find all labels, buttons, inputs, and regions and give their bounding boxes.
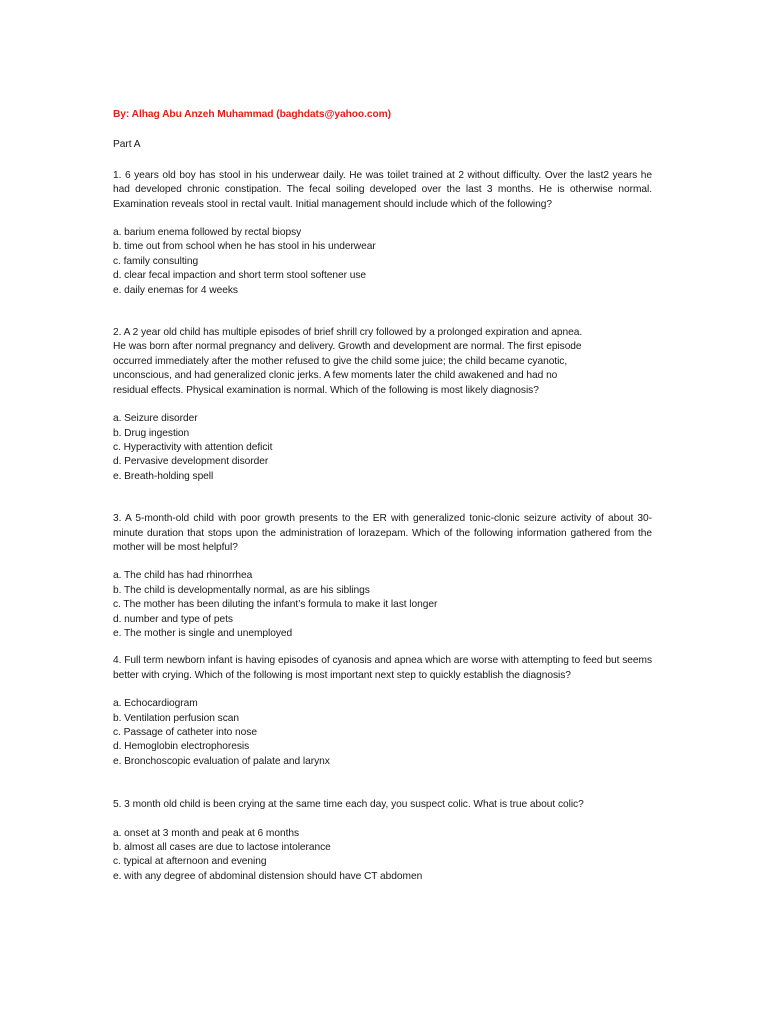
question-3 [113, 512, 652, 641]
answer-option: b. The child is developmentally normal, as are his siblings [113, 584, 370, 596]
answer-option: c. Hyperactivity with attention deficit [113, 441, 273, 453]
answer-option: c. family consulting [113, 255, 199, 267]
section-title: Part A [113, 139, 141, 151]
answer-option: e. daily enemas for 4 weeks [113, 284, 238, 296]
answer-option: b. almost all cases are due to lactose intolerance [113, 842, 331, 854]
answer-options [113, 697, 652, 769]
question-1 [113, 169, 652, 298]
answer-option: a. barium enema followed by rectal biopsy [113, 227, 302, 239]
answer-option: e. The mother is single and unemployed [113, 627, 293, 639]
question-stem: 3. A 5-month-old child with poor growth presents to the ER with generalized tonic-clonic seizure activity of about 30-minute duration that stops upon the administration of lorazepam. Which of the following information gathered from the mother will be most helpful? [113, 513, 652, 553]
answer-options [113, 412, 652, 484]
answer-option: e. Breath-holding spell [113, 470, 214, 482]
answer-option: a. Echocardiogram [113, 698, 198, 710]
question-stem-line: occurred immediately after the mother refused to give the child some juice; the child became cyanotic, [113, 355, 568, 367]
answer-option: b. time out from school when he has stool in his underwear [113, 241, 376, 253]
answer-options [113, 226, 652, 298]
answer-option: a. Seizure disorder [113, 413, 198, 425]
question-stem-line: He was born after normal pregnancy and delivery. Growth and development are normal. The first episode [113, 341, 582, 353]
answer-option: d. number and type of pets [113, 613, 233, 625]
answer-option: e. with any degree of abdominal distension should have CT abdomen [113, 870, 423, 882]
question-stem: 1. 6 years old boy has stool in his underwear daily. He was toilet trained at 2 without difficulty. Over the last2 years he had developed chronic constipation. The fecal soiling developed over the last 3 months. He is otherwise normal. Examination reveals stool in rectal vault. Initial management should include which of the following? [113, 169, 652, 210]
answer-option: c. Passage of catheter into nose [113, 727, 257, 738]
question-stem: 4. Full term newborn infant is having episodes of cyanosis and apnea which are worse with attempting to feed but seems better with crying. Which of the following is most important next step to quickly establish the diagnosis? [113, 655, 652, 681]
answer-option: c. The mother has been diluting the infant’s formula to make it last longer [113, 599, 438, 611]
question-2 [113, 326, 652, 484]
question-4 [113, 654, 652, 769]
question-stem-line: residual effects. Physical examination is normal. Which of the following is most likely diagnosis? [113, 384, 539, 396]
answer-options [113, 569, 652, 641]
answer-option: b. Drug ingestion [113, 427, 190, 439]
author-line: By: Alhag Abu Anzeh Muhammad (baghdats@yahoo.com) [113, 109, 392, 120]
answer-option: b. Ventilation perfusion scan [113, 712, 239, 724]
question-stem: 5. 3 month old child is been crying at the same time each day, you suspect colic. What is true about colic? [113, 799, 584, 811]
answer-option: a. The child has had rhinorrhea [113, 570, 253, 582]
question-stem-line: 2. A 2 year old child has multiple episodes of brief shrill cry followed by a prolonged expiration and apnea. [113, 327, 583, 339]
answer-option: d. Pervasive development disorder [113, 456, 269, 468]
answer-option: a. onset at 3 month and peak at 6 months [113, 827, 300, 839]
answer-option: e. Bronchoscopic evaluation of palate and larynx [113, 755, 330, 767]
answer-option: d. clear fecal impaction and short term stool softener use [113, 270, 367, 282]
answer-option: c. typical at afternoon and evening [113, 856, 267, 868]
answer-options [113, 827, 652, 885]
question-5 [113, 798, 652, 884]
question-stem-line: unconscious, and had generalized clonic jerks. A few moments later the child awakened and had no [113, 370, 558, 382]
answer-option: d. Hemoglobin electrophoresis [113, 741, 250, 753]
